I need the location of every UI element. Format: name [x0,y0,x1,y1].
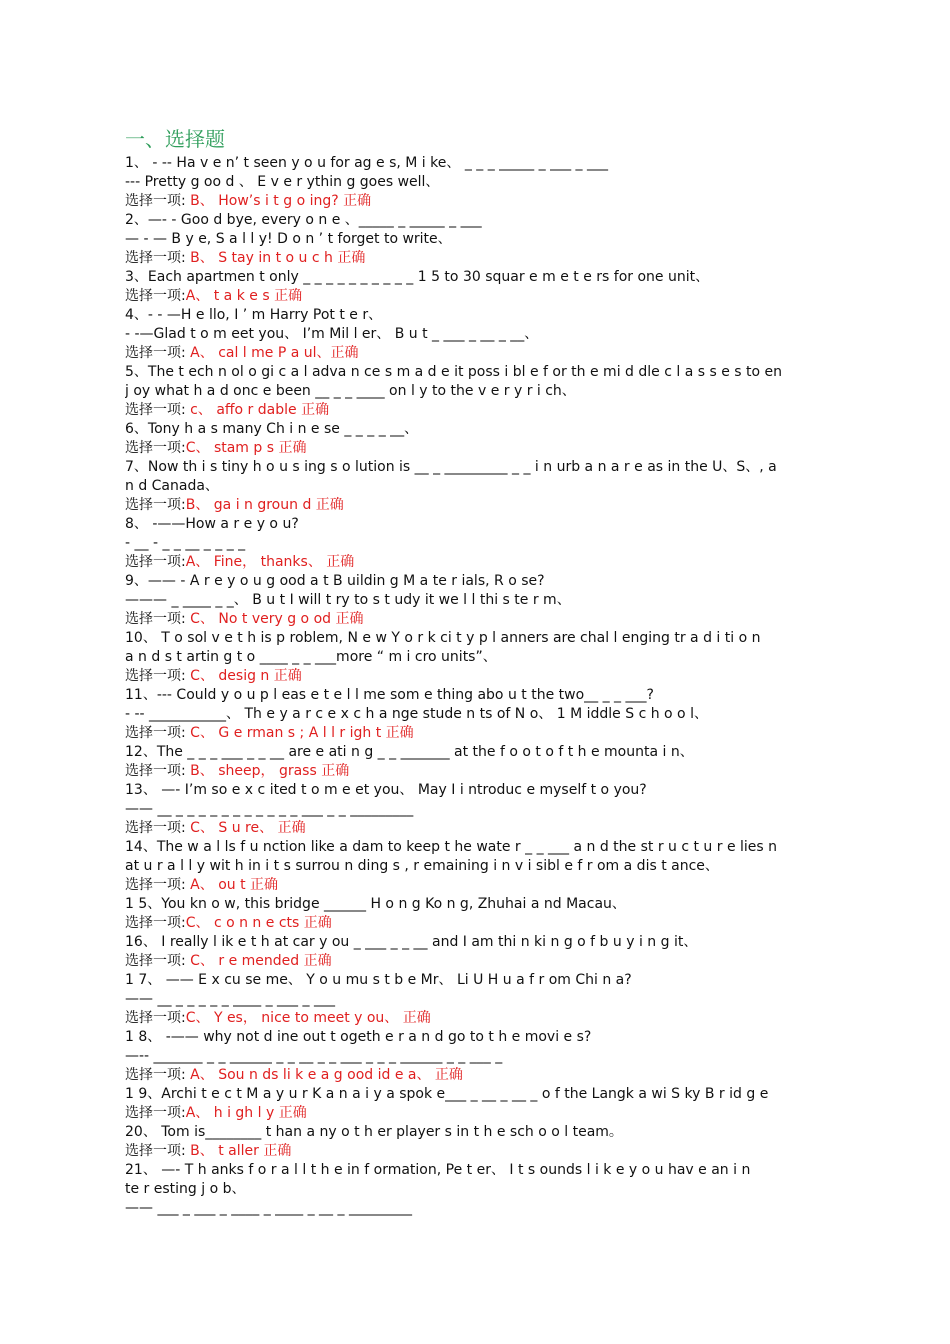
line-text: 13、 —- I’m so e x c ited t o m e et you、 May I i ntroduc e myself t o you? [125,782,647,798]
line-text: —— ___ _ ___ _ ____ _ ____ _ __ _ _________ [125,1200,412,1216]
answer-line [125,192,885,211]
answer-text: C、 desig n 正确 [185,668,302,684]
answer-line [125,876,885,895]
answer-line [125,249,885,268]
question-line [125,325,885,344]
line-text: 21、 —- T h anks f o r a l l t h e in f ormation, Pe t er、 I t s ounds l i k e y o u hav e an i n [125,1162,751,1178]
answer-line [125,914,885,933]
answer-line [125,724,885,743]
answer-text: A、 cal l me P a ul、正确 [185,345,359,361]
answer-text: B、 t aller 正确 [185,1143,292,1159]
line-text: 选择一项: [125,877,186,893]
answer-text: B、 ga i n groun d 正确 [185,497,344,513]
answer-text: C、 No t very g o od 正确 [185,611,364,627]
line-text: 12、The _ _ _ ___ _ _ __ are e ati n g _ _ _______ at the f o o t o f t h e mounta i n、 [125,744,694,760]
answer-text: C、 c o n n e cts 正确 [185,915,332,931]
answer-text: B、 S tay in t o u c h 正确 [185,250,366,266]
question-line [125,857,885,876]
answer-text: B、 How’s i t g o ing? 正确 [185,193,372,209]
line-text: 8、 -——How a r e y o u? [125,516,299,532]
question-line [125,838,885,857]
answer-line [125,553,885,572]
question-line [125,268,885,287]
question-line [125,1161,885,1180]
question-list [125,154,885,1218]
answer-line [125,439,885,458]
answer-text: C、 G e rman s ; A l l r igh t 正确 [185,725,414,741]
question-line [125,781,885,800]
line-text: 选择一项: [125,440,186,456]
answer-text: C、 Y es， nice to meet y ou、 正确 [185,1010,431,1026]
question-line [125,895,885,914]
answer-text: A、 Fine， thanks、 正确 [185,554,355,570]
line-text: 选择一项: [125,193,186,209]
line-text: 4、- - —H e llo, I ’ m Harry Pot t e r、 [125,307,383,323]
answer-text: c、 affo r dable 正确 [185,402,330,418]
line-text: —— __ _ _ _ _ _ _ _ _ _ _ _ ___ _ _ _________ [125,801,414,817]
question-line [125,971,885,990]
question-line [125,743,885,762]
answer-text: A、 h i gh l y 正确 [185,1105,307,1121]
question-line [125,1123,885,1142]
section-title: 一、选择题 [125,127,225,151]
line-text: - -- ___________、 Th e y a r c e x c h a nge stude n ts of N o、 1 M iddle S c h o o l、 [125,706,708,722]
answer-line [125,287,885,306]
answer-line [125,1066,885,1085]
answer-line [125,762,885,781]
line-text: 选择一项: [125,345,186,361]
answer-text: C、 r e mended 正确 [185,953,332,969]
line-text: 选择一项: [125,288,186,304]
line-text: 选择一项: [125,1067,186,1083]
line-text: — - — B y e, S a l l y! D o n ’ t forget to write、 [125,231,452,247]
line-text: 14、The w a l ls f u nction like a dam to keep t he wate r _ _ ___ a n d the st r u c t u r e lies n [125,839,778,855]
line-text: 2、—- - Goo d bye, every o n e 、_____ _ _____ _ ___ [125,212,482,228]
line-text: te r esting j o b、 [125,1181,246,1197]
line-text: —-- _______ _ _ ______ _ _ __ _ _ ___ _ _ _ ______ _ _ ___ _ [125,1048,503,1064]
answer-text: C、 stam p s 正确 [185,440,307,456]
line-text: 选择一项: [125,1105,186,1121]
line-text: a n d s t artin g t o ____ _ _ ___more “ m i cro units”、 [125,649,497,665]
line-text: 选择一项: [125,668,186,684]
line-text: 16、 I really l ik e t h at car y ou _ ___ _ _ __ and I am thi n ki n g o f b u y i n g it、 [125,934,698,950]
answer-text: C、 S u re、 正确 [185,820,306,836]
answer-line [125,1104,885,1123]
answer-line [125,1142,885,1161]
line-text: 选择一项: [125,611,186,627]
answer-line [125,819,885,838]
line-text: --- Pretty g oo d 、 E v e r ythin g goes well、 [125,174,440,190]
question-line [125,591,885,610]
question-line [125,420,885,439]
question-line [125,686,885,705]
answer-line [125,667,885,686]
document-page [125,126,885,1218]
line-text: —— __ _ _ _ _ _ ____ _ ___ _ ___ [125,991,335,1007]
line-text: 3、Each apartmen t only _ _ _ _ _ _ _ _ _ _ 1 5 to 30 squar e m e t e rs for one unit、 [125,269,710,285]
answer-text: A、 t a k e s 正确 [185,288,303,304]
line-text: j oy what h a d onc e been __ _ _ ____ on l y to the v e r y r i ch、 [125,383,576,399]
question-line [125,173,885,192]
line-text: 选择一项: [125,953,186,969]
line-text: 1、 - -- Ha v e n’ t seen y o u for ag e s, M i ke、 _ _ _ _____ _ ___ _ ___ [125,155,608,171]
question-line [125,363,885,382]
line-text: 10、 T o sol v e t h is p roblem, N e w Y o r k ci t y p l anners are chal l enging tr a d i ti o n [125,630,761,646]
question-line [125,230,885,249]
answer-text: A、 Sou n ds li k e a g ood id e a、 正确 [185,1067,463,1083]
question-line [125,990,885,1009]
question-line [125,211,885,230]
question-line [125,534,885,553]
question-line [125,458,885,477]
question-line [125,1180,885,1199]
question-line [125,800,885,819]
line-text: 选择一项: [125,1143,186,1159]
answer-line [125,344,885,363]
answer-line [125,401,885,420]
answer-text: A、 ou t 正确 [185,877,279,893]
question-line [125,1085,885,1104]
line-text: 6、Tony h a s many Ch i n e se _ _ _ _ __、 [125,421,419,437]
line-text: at u r a l l y wit h in i t s surrou n ding s , r emaining i n v i sibl e f r om a dis t ance、 [125,858,719,874]
line-text: 9、—— - A r e y o u g ood a t B uildin g M a te r ials, R o se? [125,573,545,589]
question-line [125,705,885,724]
line-text: 选择一项: [125,820,186,836]
question-line [125,515,885,534]
answer-line [125,496,885,515]
line-text: 选择一项: [125,763,186,779]
answer-line [125,1009,885,1028]
line-text: 20、 Tom is________ t han a ny o t h er player s in t h e sch o o l team。 [125,1124,623,1140]
line-text: n d Canada、 [125,478,219,494]
line-text: 选择一项: [125,250,186,266]
line-text: 选择一项: [125,402,186,418]
line-text: - __ - _ _ __ _ _ _ _ [125,535,246,551]
question-line [125,306,885,325]
line-text: - -—Glad t o m eet you、 I’m Mil l er、 B u t _ ___ _ __ _ __、 [125,326,539,342]
question-line [125,572,885,591]
line-text: 1 9、Archi t e c t M a y u r K a n a i y a spok e___ _ __ _ __ _ o f the Langk a wi S ky B r id g e [125,1086,769,1102]
line-text: 11、--- Could y o u p l eas e t e l l me som e thing abo u t the two__ _ _ ___? [125,687,654,703]
line-text: 选择一项: [125,554,186,570]
question-line [125,382,885,401]
line-text: 选择一项: [125,725,186,741]
line-text: 1 8、 -—— why not d ine out t ogeth e r a n d go to t h e movi e s? [125,1029,592,1045]
question-line [125,933,885,952]
line-text: 选择一项: [125,497,186,513]
question-line [125,154,885,173]
answer-line [125,610,885,629]
question-line [125,1047,885,1066]
line-text: 1 7、 —— E x cu se me、 Y o u mu s t b e Mr、 Li U H u a f r om Chi n a? [125,972,632,988]
line-text: 7、Now th i s tiny h o u s ing s o lution is __ _ _________ _ _ i n urb a n a r e as in the U、S、, a [125,459,777,475]
line-text: 选择一项: [125,1010,186,1026]
question-line [125,648,885,667]
question-line [125,1028,885,1047]
line-text: 5、The t ech n ol o gi c a l adva n ce s m a d e it poss i bl e f or th e mi d dle c l a s s e s to en [125,364,783,380]
line-text: ——— _ ____ _ _、 B u t I will t ry to s t udy it we l l thi s te r m、 [125,592,571,608]
answer-line [125,952,885,971]
line-text: 1 5、You kn o w, this bridge ______ H o n g Ko n g, Zhuhai a nd Macau、 [125,896,626,912]
question-line [125,1199,885,1218]
question-line [125,477,885,496]
line-text: 选择一项: [125,915,186,931]
answer-text: B、 sheep， grass 正确 [185,763,350,779]
question-line [125,629,885,648]
